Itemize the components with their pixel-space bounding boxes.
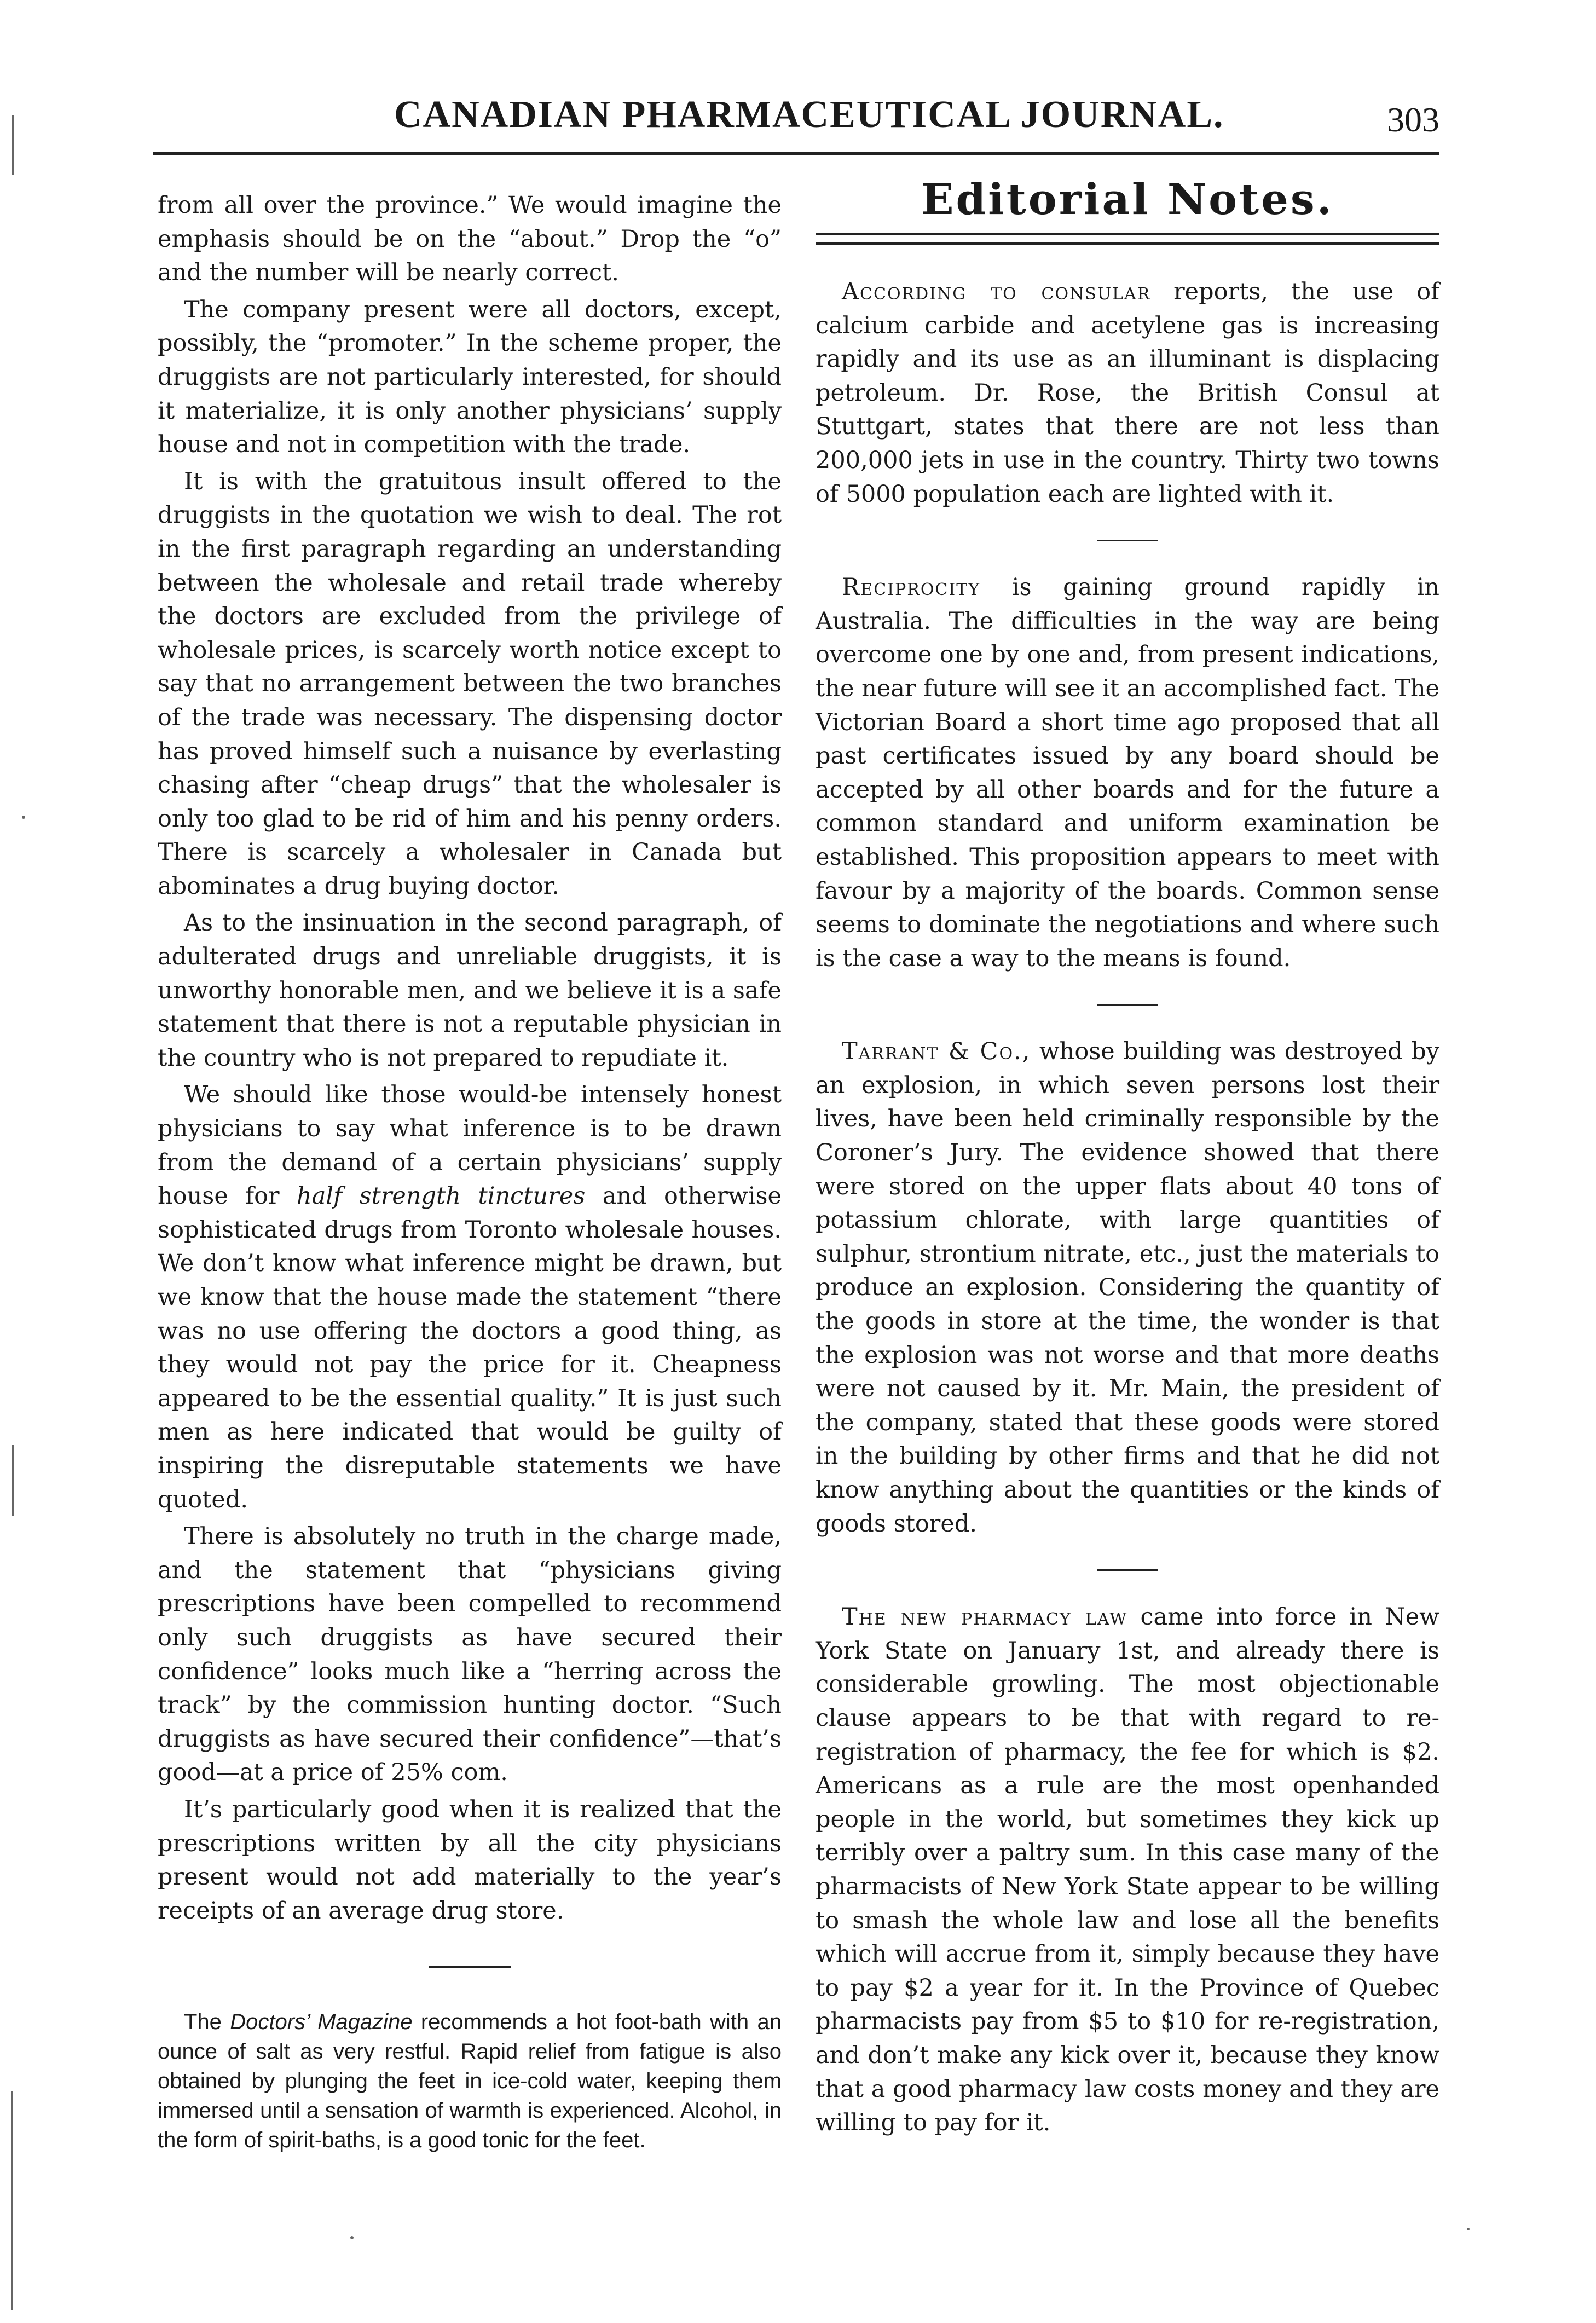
paragraph: It is with the gratuitous insult offered to the druggists in the quotation we wish to deal. The rot in the first paragraph regarding an understanding between the wholesale and retail trade whereby the doctors are excluded from the privilege of wholesale prices, is scarcely worth notice except to say that no arrangement between the two branches of the trade was necessary. The dispensing doctor has proved himself such a nuisance by everlasting chasing after “cheap drugs” that the wholesaler is only too glad to be rid of him and his penny orders. There is scarcely a wholesaler in Canada but abominates a drug buying doctor. (158, 467, 782, 900)
italic-phrase: half strength tinctures (297, 1182, 586, 1210)
note-lead: According to consular (842, 278, 1151, 305)
note-paragraph (158, 2007, 782, 2155)
scan-dot (350, 2236, 354, 2239)
note-body: is gaining ground rapidly in Australia. The difficulties in the way are being overcome one by one and, from present indications, the near future will see it an accomplished fact. The Victorian Board a short time ago proposed that all past certificates issued by any board should be accepted by all other boards and for the future a common standard and uniform examination be established. This proposition appears to meet with favour by a majority of the boards. Common sense seems to dominate the negotiations and where such is the case a way to the means is found. (816, 574, 1439, 972)
left-column (158, 189, 782, 2158)
paragraph: There is absolutely no truth in the charge made, and the statement that “physicians giving prescriptions have been compelled to recommend only such druggists as have secured their confidence” looks much like a “herring across the track” by the commission hunting doctor. “Such druggists as have secured their confidence”—that’s good—at a price of 25% com. (158, 1523, 782, 1787)
note-body: whose building was destroyed by an explosion, in which seven persons lost their lives, have been held criminally responsible by the Coroner’s Jury. The evidence showed that there were stored on the upper flats about 40 tons of potassium chlorate, with large quantities of sulphur, strontium nitrate, etc., just the materials to produce an explosion. Considering the quantity of the goods in store at the time, the wonder is that the explosion was not worse and that more deaths were not caused by it. Mr. Main, the president of the company, stated that these goods were stored in the building by other firms and that he did not know anything about the quantities or the kinds of goods stored. (816, 1038, 1439, 1538)
page-number: 303 (1387, 100, 1439, 139)
scan-dot (1467, 2228, 1470, 2230)
note-separator (1097, 1569, 1158, 1571)
paragraph: from all over the province.” We would imagine the emphasis should be on the “about.” Drop the “o” and the number will be nearly correct. (158, 192, 782, 287)
header-rule (153, 152, 1439, 155)
paragraph: As to the insinuation in the second paragraph, of adulterated drugs and unreliable druggists, it is unworthy honorable men, and we believe it is a safe statement that there is not a reputable physician in the country who is not prepared to repudiate it. (158, 909, 782, 1072)
journal-title: CANADIAN PHARMACEUTICAL JOURNAL. (394, 94, 1224, 136)
note-text: The (184, 2010, 230, 2035)
note-body: reports, the use of calcium carbide and acetylene gas is increasing rapidly and its use as an illuminant is displacing petroleum. Dr. Rose, the British Consul at Stuttgart, states that there are not less than 200,000 jets in use in the country. Thirty two towns of 5000 population each are lighted with it. (816, 278, 1439, 508)
editorial-note (816, 1600, 1439, 2140)
section-divider (429, 1966, 511, 1968)
note-text: recommends a hot foot-bath with an ounce of salt as very restful. Rapid relief from fatigue is also obtained by plunging the feet in ice-cold water, keeping them immersed until a sensation of warmth is experienced. Alcohol, in the form of spirit-baths, is a good tonic for the feet. (158, 2010, 782, 2153)
scan-dot (22, 816, 25, 819)
paragraph-text: and otherwise sophisticated drugs from Toronto wholesale houses. We don’t know what inference might be drawn, but we know that the house made the statement “there was no use offering the doctors a good thing, as they would not pay the price for it. Cheapness appeared to be the essential quality.” It is just such men as here indicated that would be guilty of inspiring the disreputable statements we have quoted. (158, 1182, 782, 1513)
right-column (816, 172, 1439, 2143)
paragraph: It’s particularly good when it is realized that the prescriptions written by all the city physicians present would not add materially to the year’s receipts of an average drug store. (158, 1795, 782, 1925)
note-separator (1097, 1004, 1158, 1006)
scan-mark (12, 115, 14, 175)
editorial-note (816, 571, 1439, 975)
editorial-note (816, 275, 1439, 511)
note-lead: The new pharmacy law (842, 1603, 1128, 1631)
double-rule (816, 233, 1439, 245)
paragraph: The company present were all doctors, except, possibly, the “promoter.” In the scheme proper, the druggists are not particularly interested, for should it materialize, it is only another physicians’ supply house and not in competition with the trade. (158, 296, 782, 459)
magazine-title: Doctors’ Magazine (230, 2010, 413, 2035)
note-separator (1097, 540, 1158, 541)
section-title: Editorial Notes. (921, 175, 1334, 224)
page-header (153, 88, 1439, 159)
note-lead: Tarrant & Co., (842, 1038, 1031, 1066)
editorial-note (816, 1035, 1439, 1541)
scan-mark (12, 1445, 14, 1516)
paragraph (158, 1078, 782, 1517)
paragraph-text: We should like those would-be intensely honest physicians to say what inference is to be drawn from the demand of a certain physicians’ supply house for (158, 1081, 782, 1210)
note-body: came into force in New York State on January 1st, and already there is considerable growling. The most objectionable clause appears to be that with regard to re-registration of pharmacy, the fee for which is $2. Americans as a rule are the most openhanded people in the world, but sometimes they kick up terribly over a paltry sum. In this case many of the pharmacists of New York State appear to be willing to smash the whole law and lose all the benefits which will accrue from it, simply because they have to pay $2 a year for it. In the Province of Quebec pharmacists pay from $5 to $10 for re-registration, and don’t make any kick over it, because they know that a good pharmacy law costs money and they are willing to pay for it. (816, 1603, 1439, 2137)
note-lead: Reciprocity (842, 574, 981, 602)
scan-mark (11, 2091, 13, 2310)
